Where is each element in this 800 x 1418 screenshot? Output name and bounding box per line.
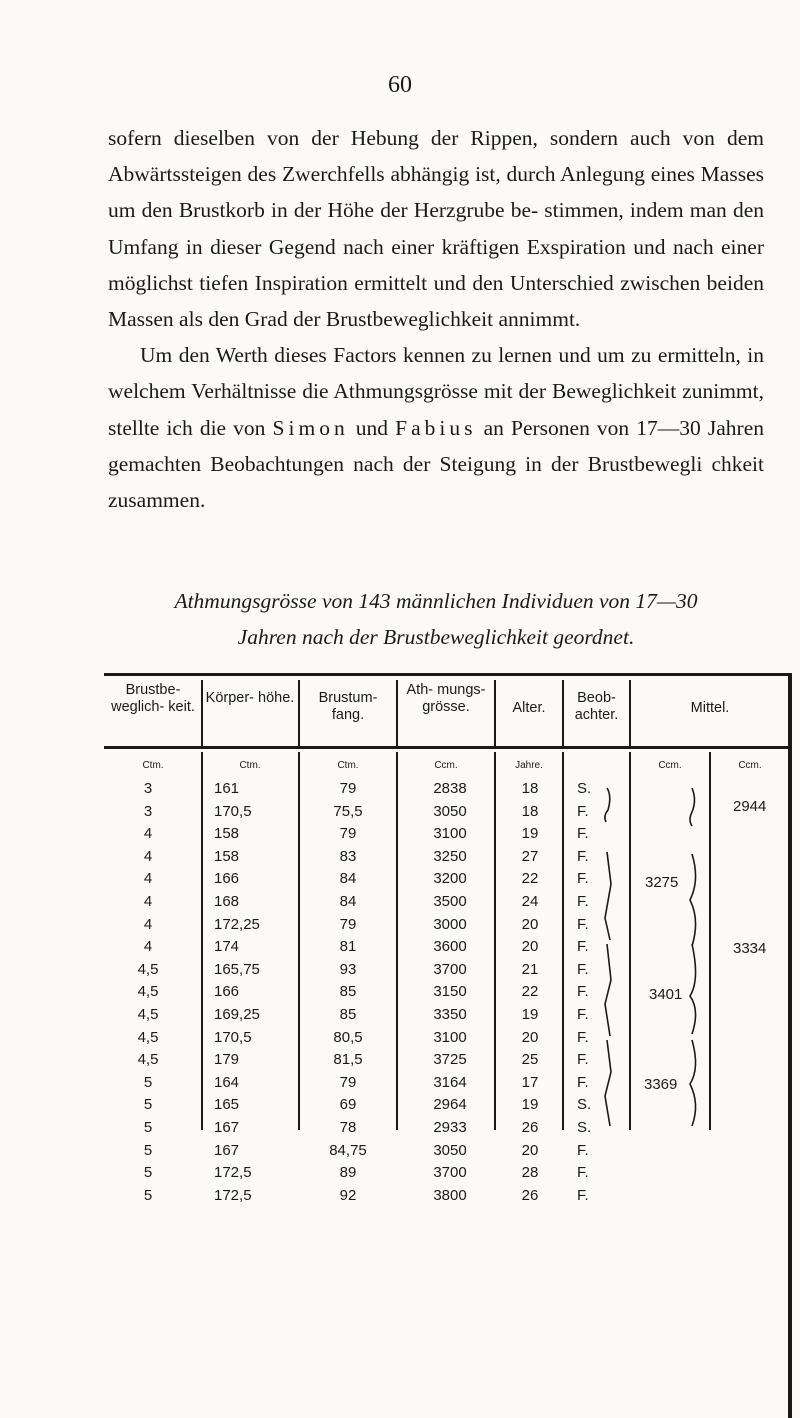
table-cell: 26 [521, 1186, 539, 1204]
table-cell: S. [577, 1119, 592, 1136]
table-cell: 5 [143, 1119, 153, 1136]
table-cell: 28 [521, 1164, 539, 1182]
table-cell: 3700 [433, 1164, 467, 1182]
table-cell: 158 [214, 847, 240, 865]
table-cell: F. [577, 1006, 589, 1023]
table-cell: 4,5 [137, 1051, 159, 1069]
table-cell: 26 [521, 1119, 539, 1136]
table-cell: 165,75 [214, 960, 260, 978]
table-cell: 22 [521, 983, 539, 1001]
table-cell: 170,5 [214, 1028, 252, 1046]
table-cell: 84 [339, 893, 357, 910]
author-simon: Simon [272, 415, 349, 440]
unit-label: Ctm. [239, 760, 261, 771]
header-brustumfang: Brustum- fang. [318, 690, 378, 723]
header-koerperhoehe: Körper- höhe. [205, 690, 295, 706]
table-cell: F. [577, 983, 589, 1001]
group-mean: 3369 [644, 1076, 678, 1093]
brace-observer [605, 852, 611, 940]
table-cell: 20 [521, 938, 539, 956]
table-cell: 4 [143, 938, 153, 956]
group-mean: 3401 [649, 986, 683, 1003]
table-cell: 85 [339, 1006, 357, 1023]
table-cell: F. [577, 825, 589, 843]
table-cell: 27 [521, 847, 539, 865]
table-cell: 170,5 [214, 802, 252, 820]
table-cell: 18 [521, 802, 539, 820]
table-cell: 2933 [433, 1119, 467, 1136]
unit-label: Ctm. [142, 760, 164, 771]
table-cell: 4 [143, 893, 153, 910]
table-cell: 3200 [433, 870, 467, 888]
table-cell: 20 [521, 915, 539, 933]
table-cell: 75,5 [333, 802, 363, 820]
group-mean: 3275 [645, 874, 679, 891]
table-cell: 4 [143, 847, 153, 865]
table-cell: 3600 [433, 938, 467, 956]
table-caption: Athmungsgrösse von 143 männlichen Individuen von 17—30 Jahren nach der Brustbeweglichkeit geordnet. [174, 589, 698, 649]
brace-observer [605, 1040, 611, 1126]
header-brustbeweglichkeit: Brustbe- weglich- keit. [111, 682, 195, 715]
table-cell: S. [577, 780, 592, 797]
table-cell: 5 [143, 1164, 153, 1182]
table-cell: F. [577, 938, 589, 956]
table-cell: 172,25 [214, 915, 260, 933]
table-cell: 3250 [433, 847, 467, 865]
header-beobachter: Beob- achter. [574, 690, 619, 723]
table-cell: F. [577, 1141, 589, 1159]
table-cell: 4 [143, 915, 153, 933]
table-cell: F. [577, 1073, 589, 1091]
unit-label: Ctm. [337, 760, 359, 771]
page-number: 60 [388, 72, 412, 98]
brace-observer [605, 944, 611, 1036]
author-fabius: Fabius [395, 415, 477, 440]
paragraph-1: sofern dieselben von der Hebung der Rippen, sondern auch von dem Abwärtssteigen des Zwerchfells abhängig ist, durch Anlegung eines Masses um den Brustkorb in der Höhe der Herzgrube be- stimmen, indem man den Umfang in dieser Gegend nach einer kräftigen Exspiration und nach einer möglichst tiefen Inspiration ermittelt und den Unterschied zwischen beiden Massen als den Grad der Brustbeweglichkeit annimmt. [108, 126, 764, 332]
table-cell: 3050 [433, 802, 467, 820]
table-cell: 2964 [433, 1096, 467, 1114]
header-alter: Alter. [512, 700, 546, 716]
table-cell: 167 [214, 1141, 240, 1159]
table-cell: 5 [143, 1141, 153, 1159]
header-athmungsgroesse: Ath- mungs- grösse. [406, 682, 486, 715]
table-cell: 19 [521, 825, 539, 843]
table-cell: 158 [214, 825, 240, 843]
brace-mean [690, 854, 696, 946]
table-cell: 3100 [433, 1028, 467, 1046]
table-cell: 19 [521, 1096, 539, 1114]
table-cell: 19 [521, 1006, 539, 1023]
table-cell: 24 [521, 893, 539, 910]
table-cell: 18 [521, 780, 539, 797]
table-cell: 3 [143, 802, 153, 820]
table-cell: 84,75 [329, 1141, 367, 1159]
table-cell: F. [577, 893, 589, 910]
table-cell: 3700 [433, 960, 467, 978]
table-cell: 166 [214, 870, 240, 888]
table-cell: 92 [339, 1186, 357, 1204]
table-cell: 165 [214, 1096, 240, 1114]
table-cell: S. [577, 1096, 592, 1114]
brace-mean [690, 1040, 696, 1126]
table-cell: 25 [521, 1051, 539, 1069]
paragraph-2: Um den Werth dieses Factors kennen zu lernen und um zu ermitteln, in welchem Verhältnisse die Athmungsgrösse mit der Beweglichkeit zunimmt, stellte ich die von Simon und Fabius an Personen von 17—30 Jahren gemachten Beobachtungen nach der Steigung in der Brustbewegli chkeit zusammen. [108, 343, 765, 513]
table-cell: 85 [339, 983, 357, 1001]
table-cell: F. [577, 915, 589, 933]
table-cell: 89 [339, 1164, 357, 1182]
table-cell: 4,5 [137, 1028, 159, 1046]
table-cell: 4,5 [137, 983, 159, 1001]
table-cell: 3000 [433, 915, 467, 933]
overall-mean: 3334 [733, 940, 767, 957]
unit-label: Ccm. [658, 760, 682, 771]
table-cell: 93 [339, 960, 357, 978]
table-cell: 79 [339, 915, 357, 933]
table-cell: 78 [339, 1119, 357, 1136]
table-cell: 81,5 [333, 1051, 363, 1069]
table-cell: 80,5 [333, 1028, 363, 1046]
table-cell: F. [577, 802, 589, 820]
table-cell: 3050 [433, 1141, 467, 1159]
table-cell: 3500 [433, 893, 467, 910]
unit-label: Ccm. [434, 760, 458, 771]
table-cell: 81 [339, 938, 357, 956]
table-cell: 20 [521, 1141, 539, 1159]
table-cell: 22 [521, 870, 539, 888]
table-cell: 4,5 [137, 960, 159, 978]
table-cell: F. [577, 1028, 589, 1046]
table-cell: F. [577, 960, 589, 978]
brace-mean [690, 944, 696, 1034]
table-cell: 166 [214, 983, 240, 1001]
header-mittel: Mittel. [690, 700, 730, 716]
table-cell: F. [577, 1164, 589, 1182]
table-cell: 3800 [433, 1186, 467, 1204]
table-cell: 2838 [433, 780, 467, 797]
table-cell: 4 [143, 870, 153, 888]
table-cell: F. [577, 870, 589, 888]
table-cell: 20 [521, 1028, 539, 1046]
table-cell: F. [577, 1186, 589, 1204]
table-cell: 79 [339, 825, 357, 843]
table-cell: 161 [214, 780, 240, 797]
table-cell: F. [577, 847, 589, 865]
table-cell: 167 [214, 1119, 240, 1136]
table-cell: 79 [339, 1073, 357, 1091]
table-cell: 21 [521, 960, 539, 978]
table-cell: 174 [214, 938, 240, 956]
table-cell: 79 [339, 780, 357, 797]
table-cell: 69 [339, 1096, 357, 1114]
table-cell: 5 [143, 1096, 153, 1114]
table-cell: 4 [143, 825, 153, 843]
table-cell: 84 [339, 870, 357, 888]
table-cell: 172,5 [214, 1164, 252, 1182]
table-cell: 3150 [433, 983, 467, 1001]
table-cell: 83 [339, 847, 357, 865]
table-cell: 3725 [433, 1051, 467, 1069]
table-cell: 168 [214, 893, 240, 910]
table-cell: F. [577, 1051, 589, 1069]
unit-label: Jahre. [515, 760, 543, 771]
table-cell: 17 [521, 1073, 539, 1091]
unit-label: Ccm. [738, 760, 762, 771]
overall-mean: 2944 [733, 798, 767, 815]
brace-mean [690, 788, 695, 826]
table-cell: 3 [143, 780, 153, 797]
table-cell: 3164 [433, 1073, 467, 1091]
table-cell: 5 [143, 1073, 153, 1091]
table-cell: 164 [214, 1073, 240, 1091]
brace-observer [605, 788, 610, 822]
table-cell: 3100 [433, 825, 467, 843]
table-cell: 172,5 [214, 1186, 252, 1204]
table-cell: 5 [143, 1186, 153, 1204]
table-cell: 4,5 [137, 1006, 159, 1023]
table-cell: 169,25 [214, 1006, 260, 1023]
table-cell: 3350 [433, 1006, 467, 1023]
table-cell: 179 [214, 1051, 240, 1069]
